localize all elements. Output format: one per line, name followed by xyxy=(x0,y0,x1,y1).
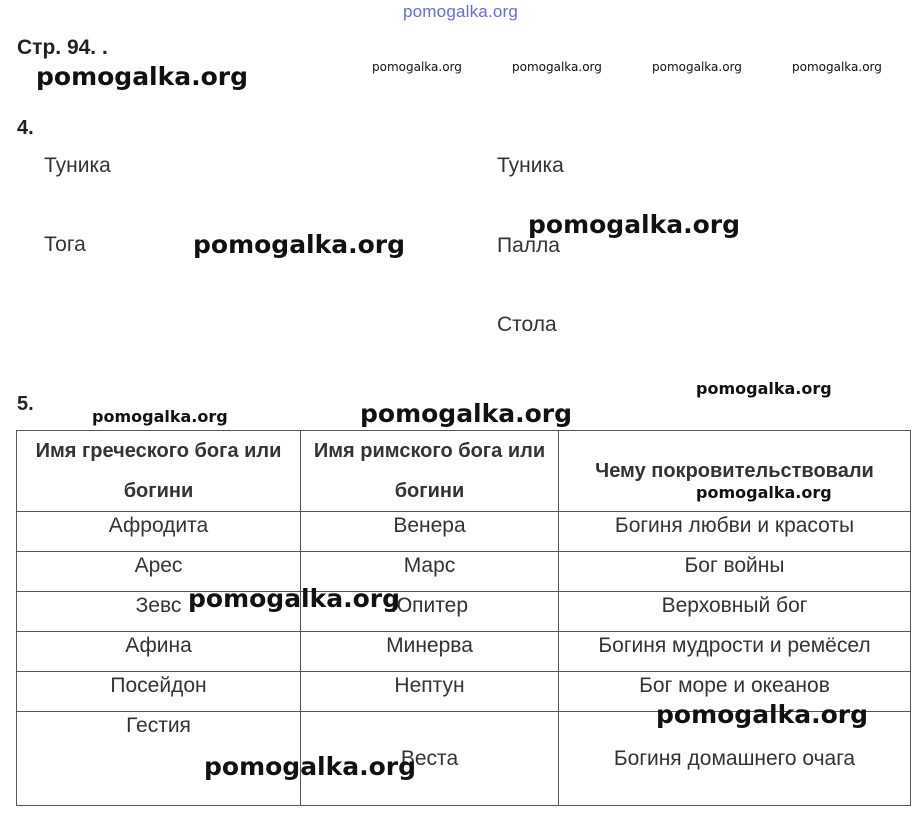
greek-clothing-item: Туника xyxy=(44,154,111,177)
roman-god-cell: Минерва xyxy=(301,632,559,672)
patronage-cell: Бог море и океанов xyxy=(559,672,911,712)
page-label: Стр. 94. . xyxy=(17,36,108,59)
watermark-table-hestia-right: pomogalka.org xyxy=(656,700,869,729)
watermark-header-big: pomogalka.org xyxy=(36,62,249,91)
roman-god-cell: Юпитер xyxy=(301,592,559,632)
roman-god-cell: Венера xyxy=(301,512,559,552)
patronage-cell: Богиня любви и красоты xyxy=(559,512,911,552)
table-row xyxy=(17,632,911,672)
watermark-task5-small: pomogalka.org xyxy=(92,407,228,426)
watermark-header-small-1: pomogalka.org xyxy=(372,60,462,74)
greek-god-cell: Зевс xyxy=(17,592,301,632)
header-roman-god: Имя римского бога или богини xyxy=(301,431,559,512)
watermark-header-small-3: pomogalka.org xyxy=(652,60,742,74)
watermark-task5-med: pomogalka.org xyxy=(696,379,832,398)
table-row xyxy=(17,672,911,712)
watermark-table-header: pomogalka.org xyxy=(696,483,832,502)
roman-god-cell: Марс xyxy=(301,552,559,592)
table-row xyxy=(17,552,911,592)
roman-clothing-item: Палла xyxy=(497,234,560,257)
roman-clothing-item: Стола xyxy=(497,313,557,336)
roman-god-cell: Нептун xyxy=(301,672,559,712)
roman-god-cell: Веста xyxy=(301,712,559,806)
patronage-cell: Богиня мудрости и ремёсел xyxy=(559,632,911,672)
header-greek-god: Имя греческого бога или богини xyxy=(17,431,301,512)
patronage-cell: Богиня домашнего очага xyxy=(559,712,911,806)
header-patronage: Чему покровительствовали xyxy=(559,431,911,512)
patronage-cell: Бог войны xyxy=(559,552,911,592)
greek-clothing-item: Тога xyxy=(44,233,86,256)
greek-god-cell: Гестия xyxy=(17,712,301,806)
watermark-table-hestia-left: pomogalka.org xyxy=(204,752,417,781)
patronage-cell: Верховный бог xyxy=(559,592,911,632)
watermark-task4-b: pomogalka.org xyxy=(528,210,741,239)
greek-god-cell: Афродита xyxy=(17,512,301,552)
watermark-table-zeus: pomogalka.org xyxy=(188,584,401,613)
table-header-row xyxy=(17,431,911,512)
watermark-header-small-2: pomogalka.org xyxy=(512,60,602,74)
greek-god-cell: Афина xyxy=(17,632,301,672)
watermark-task5-big: pomogalka.org xyxy=(360,399,573,428)
greek-god-cell: Посейдон xyxy=(17,672,301,712)
table-row xyxy=(17,512,911,552)
roman-clothing-item: Туника xyxy=(497,154,564,177)
task-5-number: 5. xyxy=(17,393,34,415)
watermark-task4-a: pomogalka.org xyxy=(193,230,406,259)
gods-table xyxy=(16,430,911,806)
task-4-number: 4. xyxy=(17,117,34,139)
watermark-header-small-4: pomogalka.org xyxy=(792,60,882,74)
table-row xyxy=(17,712,911,806)
top-watermark: pomogalka.org xyxy=(403,2,519,21)
table-row xyxy=(17,592,911,632)
greek-god-cell: Арес xyxy=(17,552,301,592)
